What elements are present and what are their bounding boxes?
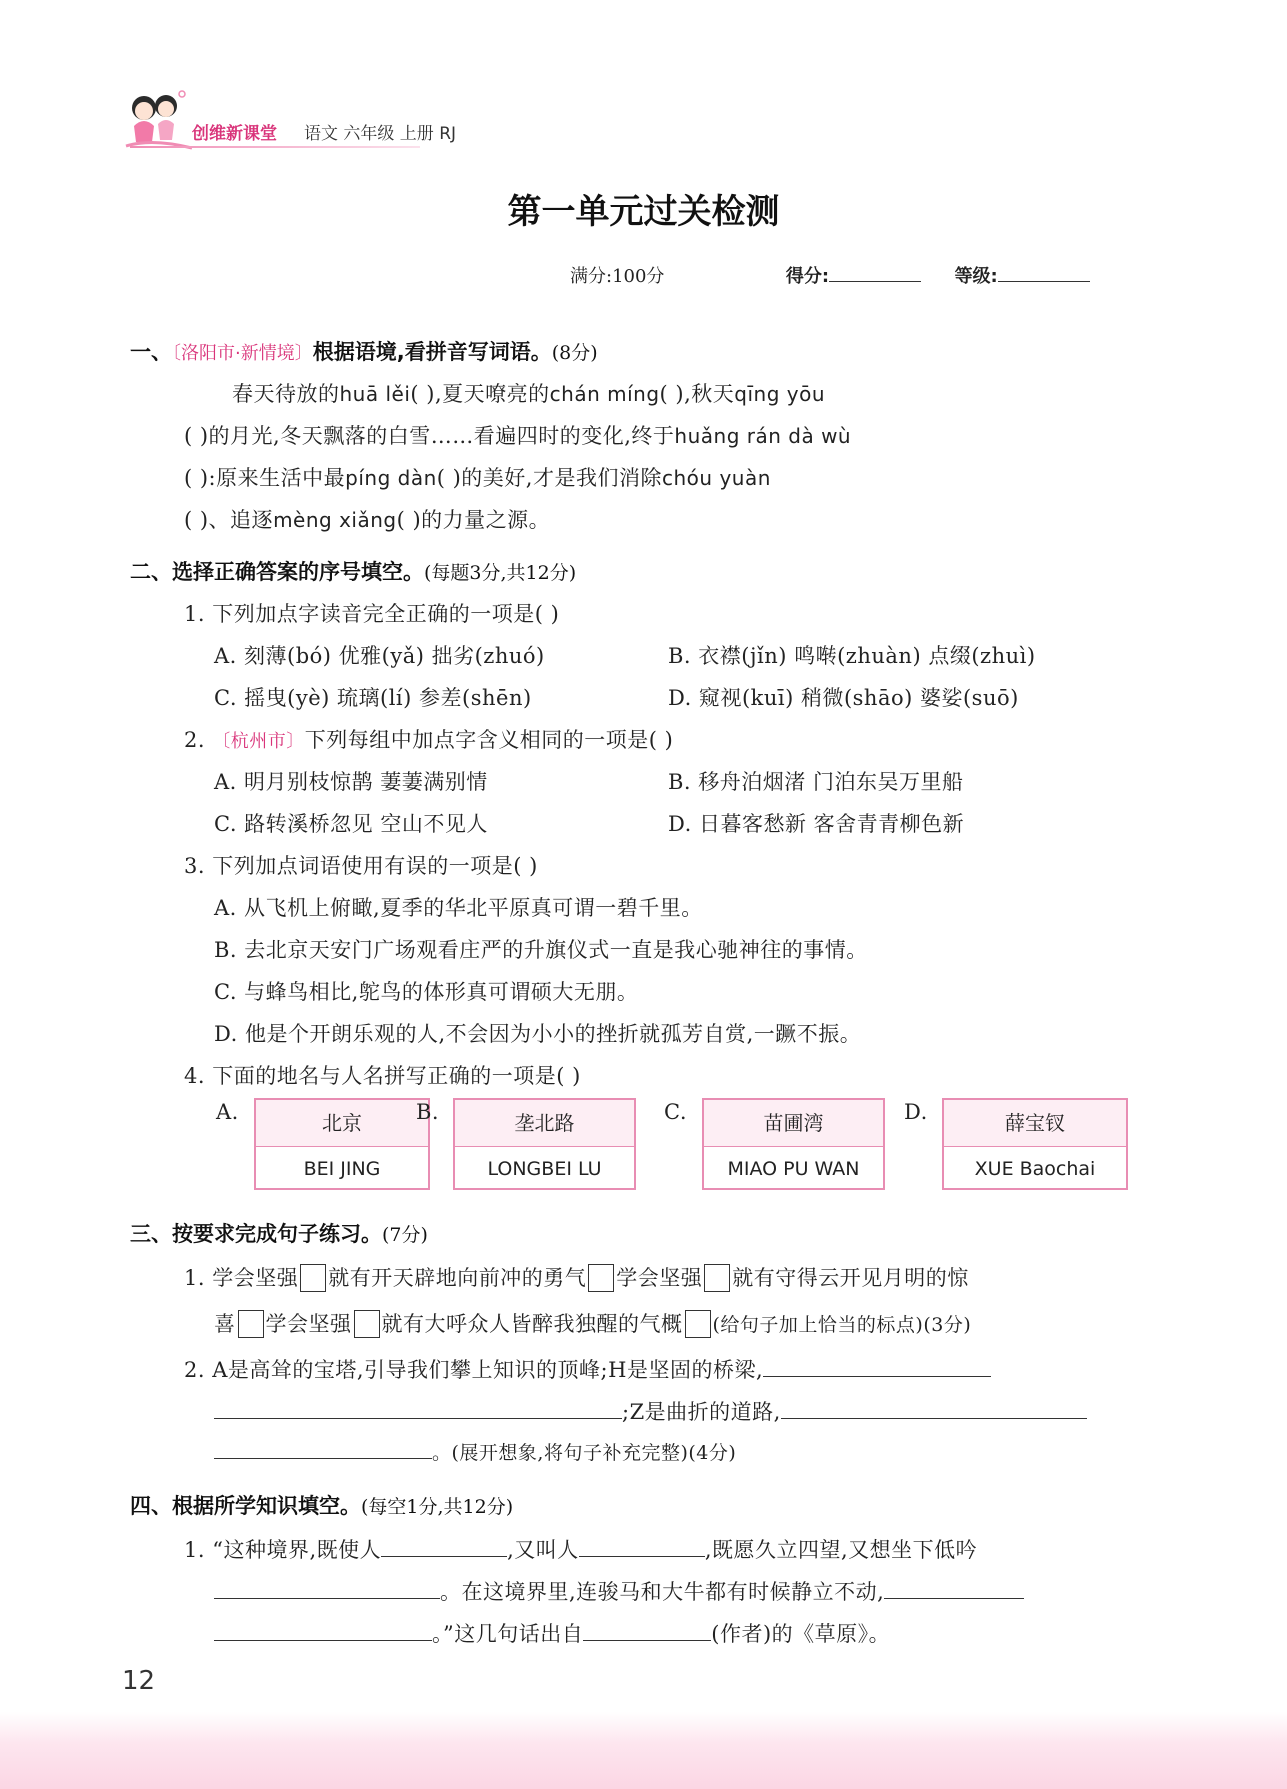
q2-3-option-c[interactable]: C. 与蜂鸟相比,鸵鸟的体形真可谓硕大无朋。	[214, 980, 639, 1004]
punct-box[interactable]	[238, 1310, 264, 1338]
section2-number: 二、	[130, 560, 172, 584]
pinyin: mèng xiǎng	[273, 508, 397, 532]
answer-line[interactable]	[214, 1580, 440, 1599]
q2-2-option-a[interactable]: A. 明月别枝惊鹊 萋萋满别情	[214, 770, 488, 794]
box-hanzi: 北京	[256, 1100, 428, 1147]
text: 学会坚强	[616, 1266, 703, 1290]
box-hanzi: 薛宝钗	[944, 1100, 1126, 1147]
q2-2-text: 下列每组中加点字含义相同的一项是( )	[304, 728, 674, 752]
answer-line[interactable]	[579, 1538, 705, 1557]
section3-title: 按要求完成句子练习。	[172, 1222, 382, 1246]
answer-blank[interactable]: ( )的美好,才是我们消除	[436, 466, 662, 490]
answer-line[interactable]	[583, 1622, 711, 1641]
text: ,又叫人	[507, 1538, 579, 1562]
pinyin: chán míng	[549, 382, 660, 406]
text: 。在这境界里,连骏马和大牛都有时候静立不动,	[440, 1580, 885, 1604]
text: 2. A是高耸的宝塔,引导我们攀上知识的顶峰;H是坚固的桥梁,	[184, 1358, 764, 1382]
answer-line[interactable]	[781, 1400, 1087, 1419]
cartoon-children-logo	[122, 86, 200, 154]
grade-blank[interactable]	[998, 263, 1090, 282]
q3-1-line2	[214, 1308, 971, 1338]
section1-line4	[184, 504, 550, 534]
box-b-letter[interactable]: B.	[416, 1100, 440, 1124]
box-hanzi: 垄北路	[455, 1100, 634, 1147]
section1-line2	[184, 420, 851, 450]
q2-1-option-d[interactable]: D. 窥视(kuī) 稍微(shāo) 婆娑(suō)	[668, 686, 1019, 710]
section1-number: 一、	[130, 340, 172, 364]
box-c-letter[interactable]: C.	[664, 1100, 687, 1124]
section3-points: (7分)	[382, 1224, 428, 1246]
score-row	[570, 262, 1090, 288]
section1-points: (8分)	[551, 342, 598, 364]
text: 。(展开想象,将句子补充完整)(4分)	[432, 1442, 737, 1464]
answer-blank[interactable]: ( )的月光,冬天飘落的白雪……看遍四时的变化,终于	[184, 424, 675, 448]
answer-blank[interactable]: ( )、追逐	[184, 508, 274, 532]
text: 1. “这种境界,既使人	[184, 1538, 382, 1562]
box-hanzi: 苗圃湾	[704, 1100, 883, 1147]
section1-title: 根据语境,看拼音写词语。	[312, 340, 552, 364]
q2-2-option-c[interactable]: C. 路转溪桥忽见 空山不见人	[214, 812, 488, 836]
box-pinyin: LONGBEI LU	[487, 1158, 602, 1180]
punct-box[interactable]	[354, 1310, 380, 1338]
q2-2-tag: 〔杭州市〕	[212, 731, 305, 752]
text: ;Z是曲折的道路,	[622, 1400, 781, 1424]
answer-line[interactable]	[381, 1538, 507, 1557]
punct-box[interactable]	[685, 1310, 711, 1338]
answer-line[interactable]	[884, 1580, 1024, 1599]
section3-heading	[130, 1218, 428, 1248]
box-a-letter[interactable]: A.	[216, 1100, 239, 1124]
box-pinyin: XUE Baochai	[974, 1158, 1096, 1180]
book-info: 语文 六年级 上册 RJ	[304, 124, 457, 144]
box-pinyin: BEI JING	[303, 1158, 381, 1180]
q4-1-line3	[214, 1618, 890, 1648]
q3-1-line1	[184, 1262, 969, 1292]
text: 就有守得云开见月明的惊	[732, 1266, 969, 1290]
q3-2-line3	[214, 1438, 736, 1465]
header-divider	[130, 146, 420, 148]
q2-1-option-c[interactable]: C. 摇曳(yè) 琉璃(lí) 参差(shēn)	[214, 686, 532, 710]
text: 。”这几句话出自	[432, 1622, 584, 1646]
q2-1-option-a[interactable]: A. 刻薄(bó) 优雅(yǎ) 拙劣(zhuó)	[214, 644, 545, 668]
q2-3-option-b[interactable]: B. 去北京天安门广场观看庄严的升旗仪式一直是我心驰神往的事情。	[214, 938, 868, 962]
pinyin: píng dàn	[345, 466, 437, 490]
section2-points: (每题3分,共12分)	[424, 562, 577, 584]
answer-line[interactable]	[214, 1400, 622, 1419]
q3-2-line1	[184, 1354, 991, 1384]
q3-2-line2	[214, 1396, 1087, 1426]
answer-blank[interactable]: ( ),夏天嘹亮的	[410, 382, 550, 406]
punct-box[interactable]	[300, 1264, 326, 1292]
text: 就有大呼众人皆醉我独醒的气概	[381, 1312, 683, 1336]
section2-heading	[130, 556, 576, 586]
q2-3[interactable]: 3. 下列加点词语使用有误的一项是( )	[184, 854, 538, 878]
score-label: 得分:	[785, 266, 830, 287]
q2-2-option-b[interactable]: B. 移舟泊烟渚 门泊东吴万里船	[668, 770, 964, 794]
q4-1-line2	[214, 1576, 1024, 1606]
footer-band	[0, 1712, 1287, 1789]
text: (作者)的《草原》。	[711, 1622, 891, 1646]
pinyin: huā lěi	[339, 382, 411, 406]
section1-line1	[232, 378, 825, 408]
text: ,既愿久立四望,又想坐下低吟	[704, 1538, 978, 1562]
pinyin: huǎng rán dà wù	[674, 424, 852, 448]
name-box-c[interactable]	[702, 1098, 885, 1190]
answer-line[interactable]	[214, 1440, 432, 1459]
name-box-a[interactable]	[254, 1098, 430, 1190]
q2-4[interactable]: 4. 下面的地名与人名拼写正确的一项是( )	[184, 1064, 581, 1088]
full-score: 满分:100分	[570, 266, 665, 287]
pinyin: qīng yōu	[734, 382, 825, 406]
pinyin: chóu yuàn	[662, 466, 771, 490]
section2-title: 选择正确答案的序号填空。	[172, 560, 424, 584]
section4-number: 四、	[130, 1494, 172, 1518]
box-d-letter[interactable]: D.	[904, 1100, 928, 1124]
instruction: (给句子加上恰当的标点)(3分)	[712, 1314, 972, 1336]
answer-line[interactable]	[763, 1358, 991, 1377]
score-blank[interactable]	[829, 263, 921, 282]
q2-1-option-b[interactable]: B. 衣襟(jǐn) 鸣啭(zhuàn) 点缀(zhuì)	[668, 644, 1036, 668]
section3-number: 三、	[130, 1222, 172, 1246]
section4-title: 根据所学知识填空。	[172, 1494, 361, 1518]
box-pinyin: MIAO PU WAN	[727, 1158, 860, 1180]
page-number: 12	[122, 1666, 156, 1696]
answer-blank[interactable]: ( ):原来生活中最	[184, 466, 346, 490]
text: 1. 学会坚强	[184, 1266, 299, 1290]
section4-points: (每空1分,共12分)	[361, 1496, 514, 1518]
punct-box[interactable]	[588, 1264, 614, 1292]
section1-tag: 〔洛阳市·新情境〕	[172, 343, 313, 364]
q4-1-line1	[184, 1534, 977, 1564]
q2-3-option-d[interactable]: D. 他是个开朗乐观的人,不会因为小小的挫折就孤芳自赏,一蹶不振。	[214, 1022, 862, 1046]
section4-heading	[130, 1490, 513, 1520]
text: 喜	[214, 1312, 236, 1336]
grade-label: 等级:	[954, 266, 998, 287]
name-box-d[interactable]	[942, 1098, 1128, 1190]
text: 春天待放的	[232, 382, 340, 406]
answer-line[interactable]	[214, 1622, 432, 1641]
q2-1[interactable]: 1. 下列加点字读音完全正确的一项是( )	[184, 602, 560, 626]
punct-box[interactable]	[704, 1264, 730, 1292]
section1-heading	[130, 336, 598, 366]
q2-2[interactable]: 2. 〔杭州市〕下列每组中加点字含义相同的一项是( )	[184, 728, 674, 752]
q2-3-option-a[interactable]: A. 从飞机上俯瞰,夏季的华北平原真可谓一碧千里。	[214, 896, 703, 920]
answer-blank[interactable]: ( )的力量之源。	[396, 508, 551, 532]
section1-line3	[184, 462, 771, 492]
page-title: 第一单元过关检测	[507, 192, 780, 232]
q2-2-option-d[interactable]: D. 日暮客愁新 客舍青青柳色新	[668, 812, 965, 836]
brand-name: 创维新课堂	[192, 124, 277, 144]
name-box-b[interactable]	[453, 1098, 636, 1190]
answer-blank[interactable]: ( ),秋天	[659, 382, 735, 406]
text: 就有开天辟地向前冲的勇气	[328, 1266, 587, 1290]
text: 学会坚强	[265, 1312, 352, 1336]
